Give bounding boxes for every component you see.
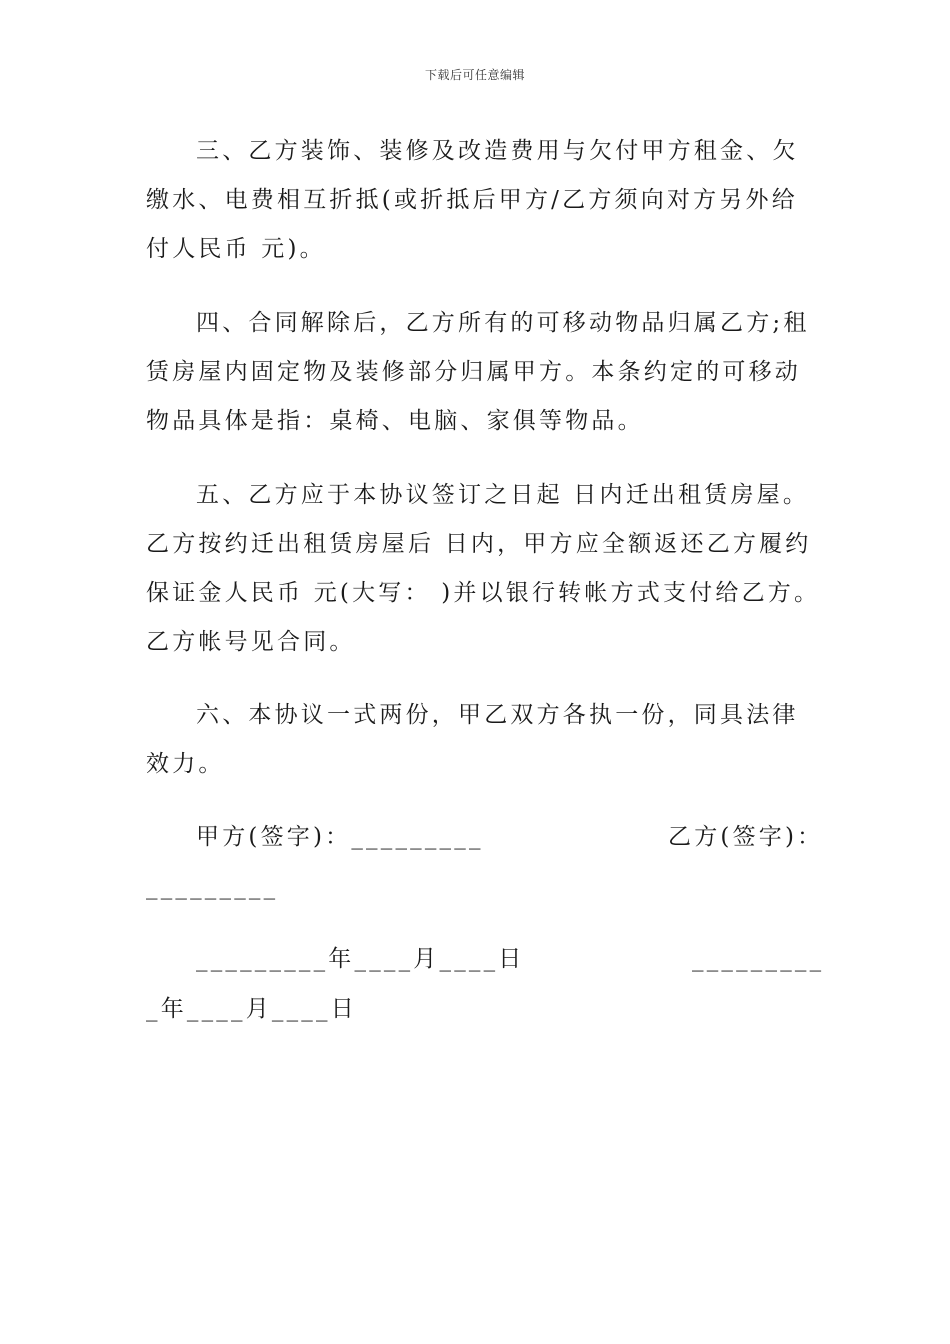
clause-5-line-2: 乙方按约迁出租赁房屋后 日内，甲方应全额返还乙方履约 [146, 531, 812, 557]
party-b-date: _年____月____日 [146, 996, 357, 1022]
party-b-signature-line: _________ [146, 874, 279, 900]
clause-4-line-3: 物品具体是指：桌椅、电脑、家俱等物品。 [146, 408, 644, 434]
clause-5-line-3: 保证金人民币 元(大写： )并以银行转帐方式支付给乙方。 [146, 580, 821, 606]
party-b-signature: 乙方(签字)： [668, 824, 824, 850]
clause-4-line-2: 赁房屋内固定物及装修部分归属甲方。本条约定的可移动 [146, 359, 801, 385]
clause-6-line-2: 效力。 [146, 751, 225, 777]
clause-3-line-2: 缴水、电费相互折抵(或折抵后甲方/乙方须向对方另外给 [146, 187, 798, 213]
clause-4-line-1: 四、合同解除后，乙方所有的可移动物品归属乙方;租 [196, 310, 810, 336]
clause-3-line-3: 付人民币 元)。 [146, 236, 326, 262]
clause-6-line-1: 六、本协议一式两份，甲乙双方各执一份，同具法律 [196, 702, 799, 728]
party-b-date-line: _________ [692, 946, 825, 972]
party-a-date: _________年____月____日 [196, 946, 525, 972]
page-header: 下载后可任意编辑 [424, 68, 525, 82]
clause-5-line-4: 乙方帐号见合同。 [146, 629, 356, 655]
party-a-signature: 甲方(签字)：_________ [196, 824, 484, 850]
clause-3-line-1: 三、乙方装饰、装修及改造费用与欠付甲方租金、欠 [196, 138, 799, 164]
clause-5-line-1: 五、乙方应于本协议签订之日起 日内迁出租赁房屋。 [196, 482, 810, 508]
